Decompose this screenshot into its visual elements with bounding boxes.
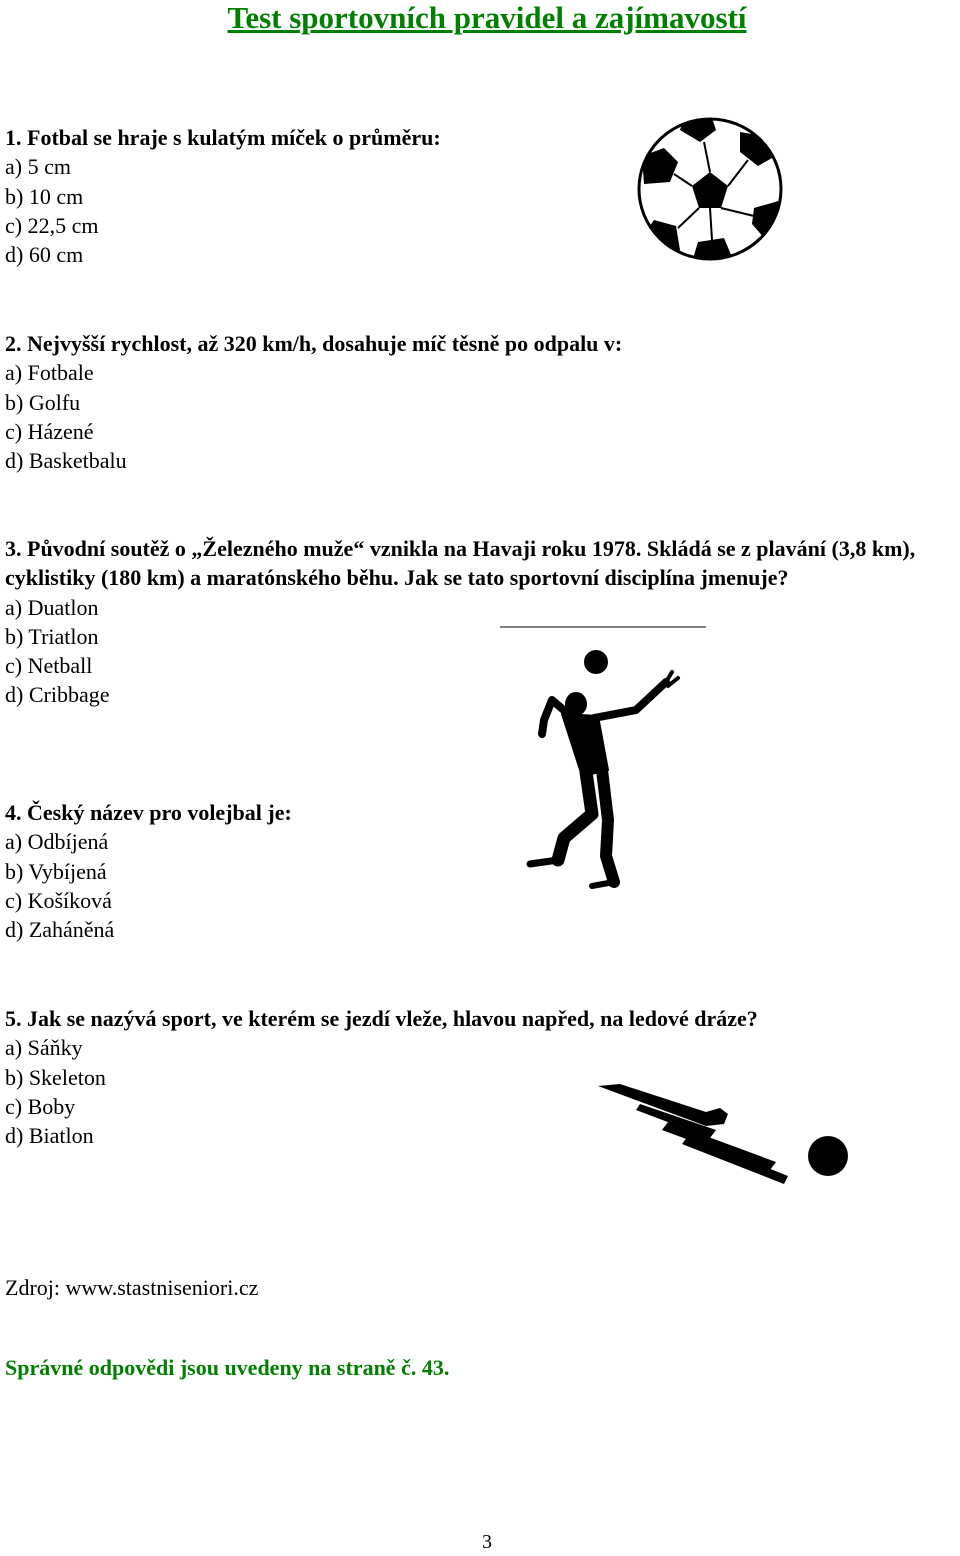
question-5-option-d: d) Biatlon <box>5 1123 94 1149</box>
question-4-stem: 4. Český název pro volejbal je: <box>5 800 292 825</box>
question-2 <box>5 329 622 475</box>
question-1-option-c: c) 22,5 cm <box>5 212 99 238</box>
question-2-option-b: b) Golfu <box>5 389 81 415</box>
question-4-option-d: d) Zaháněná <box>5 917 115 943</box>
question-3-option-a: a) Duatlon <box>5 594 99 620</box>
question-1-stem: 1. Fotbal se hraje s kulatým míček o průměru: <box>5 125 441 150</box>
volleyball-player-icon <box>496 624 708 890</box>
question-1-option-b: b) 10 cm <box>5 183 84 209</box>
question-4 <box>5 798 292 944</box>
soccer-ball-icon <box>636 116 784 262</box>
question-4-option-c: c) Košíková <box>5 887 112 913</box>
page-title: Test sportovních pravidel a zajímavostí <box>227 0 747 35</box>
question-4-option-b: b) Vybíjená <box>5 858 107 884</box>
question-5-option-b: b) Skeleton <box>5 1064 106 1090</box>
source-line: Zdroj: www.stastniseniori.cz <box>5 1275 259 1300</box>
question-1 <box>5 123 441 269</box>
question-5-option-a: a) Sáňky <box>5 1035 83 1061</box>
question-5-stem: 5. Jak se nazývá sport, ve kterém se jezdí vleže, hlavou napřed, na ledové dráze? <box>5 1006 758 1031</box>
page-number: 3 <box>482 1531 492 1553</box>
question-3-stem: 3. Původní soutěž o „Železného muže“ vznikla na Havaji roku 1978. Skládá se z plavání (3,8 km), cyklistiky (180 km) a maratónského běhu. Jak se tato sportovní disciplína jmenuje? <box>5 536 916 591</box>
question-3-option-b: b) Triatlon <box>5 623 99 649</box>
question-2-option-a: a) Fotbale <box>5 360 94 386</box>
question-1-option-d: d) 60 cm <box>5 242 84 268</box>
answers-note: Správné odpovědi jsou uvedeny na straně č. 43. <box>5 1355 450 1380</box>
question-2-option-c: c) Házené <box>5 418 94 444</box>
question-5-option-c: c) Boby <box>5 1093 76 1119</box>
question-2-option-d: d) Basketbalu <box>5 448 127 474</box>
question-3-option-d: d) Cribbage <box>5 682 110 708</box>
question-3-option-c: c) Netball <box>5 653 93 679</box>
skeleton-sled-icon <box>596 1082 852 1188</box>
question-2-stem: 2. Nejvyšší rychlost, až 320 km/h, dosahuje míč těsně po odpalu v: <box>5 331 623 356</box>
question-4-option-a: a) Odbíjená <box>5 829 109 855</box>
question-1-option-a: a) 5 cm <box>5 154 71 180</box>
question-3 <box>5 534 960 710</box>
